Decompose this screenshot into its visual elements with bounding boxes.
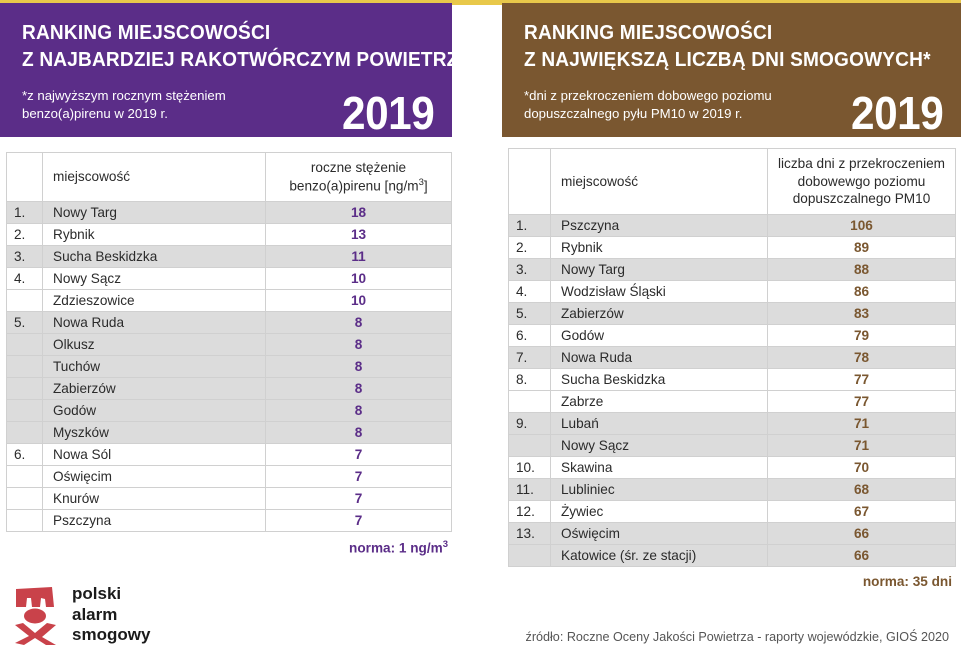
row-value: 10 [266,289,452,311]
header-locality: miejscowość [43,153,266,202]
row-value: 77 [768,391,956,413]
row-locality: Sucha Beskidzka [43,245,266,267]
row-value: 8 [266,333,452,355]
table-row [509,369,956,391]
table-row [7,245,452,267]
smog-alarm-mask-icon [12,585,60,645]
row-rank: 6. [7,443,43,465]
right-banner-title-line1: RANKING MIEJSCOWOŚCI [524,21,773,44]
row-rank: 11. [509,479,551,501]
row-value: 7 [266,443,452,465]
header-value-superscript: 3 [418,176,424,188]
row-locality: Wodzisław Śląski [551,281,768,303]
row-locality: Godów [551,325,768,347]
table-row [7,311,452,333]
header-value-line1: liczba dni z przekroczeniem [778,156,945,171]
row-value: 78 [768,347,956,369]
row-value: 67 [768,501,956,523]
row-locality: Godów [43,399,266,421]
left-table-wrap [6,152,452,555]
row-value: 79 [768,325,956,347]
row-rank: 10. [509,457,551,479]
row-rank [509,545,551,567]
header-rank [7,153,43,202]
right-banner-year: 2019 [850,87,943,139]
table-row [7,267,452,289]
row-rank: 3. [509,259,551,281]
table-row [7,355,452,377]
row-locality: Zabierzów [43,377,266,399]
row-value: 7 [266,487,452,509]
table-row [509,523,956,545]
right-banner [502,3,961,137]
table-row [7,487,452,509]
row-rank [509,391,551,413]
left-table-body [7,201,452,531]
table-row [7,201,452,223]
left-norma-text: norma: 1 ng/m [349,540,443,556]
left-norma-superscript: 3 [442,538,448,550]
row-locality: Sucha Beskidzka [551,369,768,391]
row-value: 66 [768,523,956,545]
row-locality: Tuchów [43,355,266,377]
left-norma-label [6,539,452,556]
row-value: 66 [768,545,956,567]
row-rank: 4. [509,281,551,303]
row-locality: Nowy Sącz [43,267,266,289]
logo-wordmark [72,584,150,646]
header-value [266,153,452,202]
row-value: 71 [768,413,956,435]
row-rank: 8. [509,369,551,391]
logo-line-3: smogowy [72,625,151,645]
pm10-smog-days-ranking-table [508,148,956,567]
table-row [7,377,452,399]
table-row [7,333,452,355]
table-row [509,325,956,347]
row-value: 8 [266,421,452,443]
row-locality: Skawina [551,457,768,479]
table-row [509,303,956,325]
header-value [768,149,956,215]
row-value: 10 [266,267,452,289]
right-norma-label: norma: 35 dni [862,574,952,590]
table-row [509,391,956,413]
table-header-row [7,153,452,202]
left-banner-title-line1: RANKING MIEJSCOWOŚCI [22,21,271,44]
row-rank [7,487,43,509]
row-rank: 9. [509,413,551,435]
row-value: 8 [266,399,452,421]
row-rank: 2. [7,223,43,245]
row-value: 86 [768,281,956,303]
row-rank [7,399,43,421]
row-value: 106 [768,215,956,237]
row-locality: Lubań [551,413,768,435]
row-rank [7,355,43,377]
row-locality: Nowy Targ [551,259,768,281]
source-note: źródło: Roczne Oceny Jakości Powietrza - raporty wojewódzkie, GIOŚ 2020 [525,630,949,644]
header-value-line3: dopuszczalnego PM10 [792,191,931,207]
row-value: 18 [266,201,452,223]
row-value: 7 [266,509,452,531]
logo-line-1: polski [72,583,122,603]
row-rank [7,333,43,355]
table-row [7,399,452,421]
row-rank: 4. [7,267,43,289]
header-value-line2: dobowewgo poziomu [797,173,926,189]
benzoapiren-ranking-table [6,152,452,532]
right-banner-subtitle [524,87,824,123]
row-locality: Oświęcim [43,465,266,487]
row-locality: Katowice (śr. ze stacji) [551,545,768,567]
right-banner-title [524,19,931,73]
row-rank: 2. [509,237,551,259]
table-row [509,237,956,259]
row-locality: Knurów [43,487,266,509]
row-rank: 3. [7,245,43,267]
row-value: 7 [266,465,452,487]
row-value: 89 [768,237,956,259]
left-banner-subtitle-line1: *z najwyższym rocznym stężeniem [22,88,226,104]
row-rank: 1. [7,201,43,223]
row-rank [7,289,43,311]
row-locality: Myszków [43,421,266,443]
row-locality: Zdzieszowice [43,289,266,311]
table-row [7,223,452,245]
row-locality: Nowy Targ [43,201,266,223]
header-value-line1: roczne stężenie [310,160,407,175]
row-rank: 13. [509,523,551,545]
row-locality: Nowy Sącz [551,435,768,457]
row-locality: Lubliniec [551,479,768,501]
left-banner-title-line2: Z NAJBARDZIEJ RAKOTWÓRCZYM POWIETRZEM* [22,48,496,72]
table-row [7,421,452,443]
table-row [509,501,956,523]
table-row [7,289,452,311]
row-value: 88 [768,259,956,281]
table-header-row [509,149,956,215]
right-table-body [509,215,956,567]
row-rank: 6. [509,325,551,347]
row-rank [7,421,43,443]
row-value: 83 [768,303,956,325]
row-rank: 1. [509,215,551,237]
row-value: 71 [768,435,956,457]
table-row [7,509,452,531]
table-row [7,465,452,487]
table-row [509,215,956,237]
table-row [509,413,956,435]
row-locality: Nowa Sól [43,443,266,465]
left-banner-subtitle-line2: benzo(a)pirenu w 2019 r. [22,105,168,121]
row-rank [509,435,551,457]
row-rank: 5. [7,311,43,333]
left-banner-title [22,19,496,73]
row-locality: Rybnik [43,223,266,245]
row-value: 11 [266,245,452,267]
row-value: 77 [768,369,956,391]
row-rank: 7. [509,347,551,369]
row-locality: Nowa Ruda [43,311,266,333]
row-value: 8 [266,377,452,399]
table-row [509,435,956,457]
left-banner-subtitle [22,87,322,123]
right-table-wrap [508,148,956,589]
row-rank: 12. [509,501,551,523]
table-row [509,281,956,303]
row-locality: Oświęcim [551,523,768,545]
table-row [509,347,956,369]
left-banner-year: 2019 [341,87,434,139]
right-banner-subtitle-line1: *dni z przekroczeniem dobowego poziomu [524,88,772,104]
row-value: 13 [266,223,452,245]
row-rank [7,465,43,487]
row-value: 68 [768,479,956,501]
header-locality: miejscowość [551,149,768,215]
row-locality: Zabrze [551,391,768,413]
row-locality: Żywiec [551,501,768,523]
row-locality: Pszczyna [43,509,266,531]
row-rank: 5. [509,303,551,325]
table-row [509,545,956,567]
polski-alarm-smogowy-logo [12,584,150,646]
row-rank [7,377,43,399]
header-value-line2-end: ] [423,178,428,194]
row-rank [7,509,43,531]
row-locality: Pszczyna [551,215,768,237]
row-locality: Zabierzów [551,303,768,325]
table-row [509,479,956,501]
table-row [509,259,956,281]
row-locality: Rybnik [551,237,768,259]
row-locality: Olkusz [43,333,266,355]
header-rank [509,149,551,215]
right-banner-title-line2: Z NAJWIĘKSZĄ LICZBĄ DNI SMOGOWYCH* [524,48,931,72]
row-value: 70 [768,457,956,479]
table-row [509,457,956,479]
row-value: 8 [266,311,452,333]
row-value: 8 [266,355,452,377]
left-banner [0,3,496,139]
right-banner-subtitle-line2: dopuszczalnego pyłu PM10 w 2019 r. [524,105,743,121]
header-value-line2: benzo(a)pirenu [ng/m [289,178,419,194]
logo-line-2: alarm [72,604,118,624]
row-locality: Nowa Ruda [551,347,768,369]
table-row [7,443,452,465]
